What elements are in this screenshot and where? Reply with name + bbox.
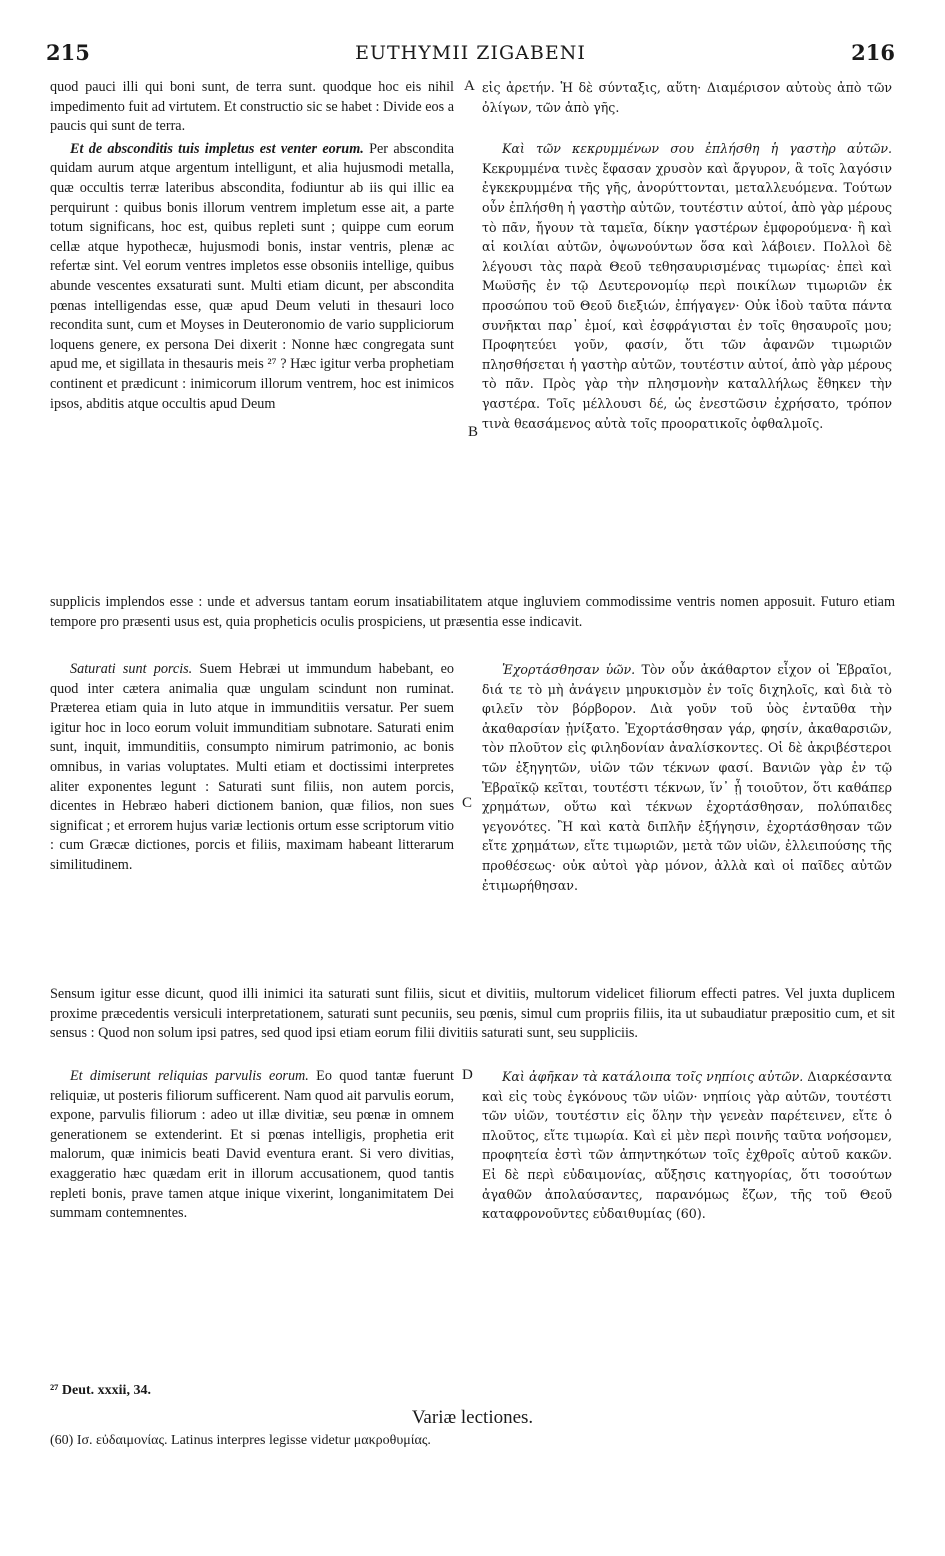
latin-paragraph: Et dimiserunt reliquias parvulis eorum. Eo quod tantæ fuerunt reliquiæ, ut posteris filiorum sufficerent. Nam quod ait parvulis eorum, expone, parvulis filiorum : adeo ut illæ divitiæ, seu pœnæ in omnem generationem se extenderint. Et si pœnas intelligis, prophetia erit malorum, quæ inimicis beati David eventura erant. Si vero divitias, exaggeratio hæc quædam erit in illorum accusationem, quod tantis repleti bonis, prave tamen atque inique vixerint, longanimitatem Dei summam contemnentes. <box>50 1068 454 1222</box>
greek-paragraph: Καὶ τῶν κεκρυμμένων σου ἐπλήσθη ἡ γαστὴρ αὐτῶν. Κεκρυμμένα τινὲς ἔφασαν χρυσὸν καὶ ἄργυρον, ἃ τοῖς λαγόσιν ἐγκεκρυμμένα τῆς γῆς, ἀνορύττονται, μεταλλευόμενα. Τούτων οὖν ἐπλήσθη ἡ γαστὴρ αὐτῶν, τουτέστιν αὐτοί, ἀπὸ γὰρ μέρους τὸ πᾶν, ἤγουν τὰ ταμεῖα, δίκην γαστέρων ἐμφορούμενα· ἢ καὶ αἱ κοιλίαι αὐτῶν, ὀψωνούντων ὅσα καὶ λάβοιεν. Πολλοὶ δὲ λέγουσι τὰς παρὰ Θεοῦ τεθησαυρισμένας τιμωρίας· ἐπεὶ καὶ Μωϋσῆς ἐν τῷ Δευτερονομίῳ περὶ ποικίλων τιμωριῶν ἐκ προσώπου τοῦ Θεοῦ διεξιών, ἐπήγαγεν· Οὐκ ἰδοὺ ταῦτα πάντα συνῆκται παρ᾽ ἐμοί, καὶ ἐσφράγισται ἐν τοῖς θησαυροῖς μου; Προφητεύει γοῦν, φασίν, ὅτι τῶν ἀφανῶν τιμωριῶν πλησθήσεται ἡ γαστὴρ αὐτῶν, τουτέστιν αὐτοί, ἀπὸ γὰρ μέρους τὸ πᾶν. Πρὸς γὰρ τὴν πλησμονὴν καταλλήλως ἔθηκεν τὴν γαστέρα. Τοῖς μέλλουσι δέ, ὡς ἐνεστῶσιν ἐχρήσατο, τρόπον τινὰ θεασάμενος αὐτὰ τοῖς προορατικοῖς ὀφθαλμοῖς. <box>482 141 892 431</box>
latin-paragraph: Saturati sunt porcis. Suem Hebræi ut immundum habebant, eo quod inter cætera animalia quæ ungulam scindunt non ruminat. Præterea etiam quia in luto atque in immunditiis versatur. Per suem igitur hoc in loco eorum voluit immunditiam subnotare. Saturati enim sunt, inquit, immunditiis, consumpto nimirum patrimonio, ac bonis omnibus, in varias voluptates. Multi etiam et doctissimi interpretes aliter exponentes legunt : Saturati sunt filiis, non autem porcis, dicentes in Hebræo haberi dictionem banion, quæ filios, non sues significat ; et errorem hujus variæ lectionis ortum esse scriptorum vitio : cum Græcæ dictiones, porcis et filiis, maximam habeant litterarum similitudinem. <box>50 661 455 873</box>
greek-column-upper <box>482 78 892 578</box>
greek-paragraph: Ἐχορτάσθησαν ὑῶν. Τὸν οὖν ἀκάθαρτον εἶχον οἱ Ἑβραῖοι, διά τε τὸ μὴ ἀνάγειν μηρυκισμὸν ἐν τοῖς διχηλοῖς, καὶ διὰ τὸ φιλεῖν τὸν βόρβορον. Διὰ γοῦν τοῦ ὑὸς ἐνταῦθα τὴν ἀκαθαρσίαν ᾐνίξατο. Ἐχορτάσθησαν γάρ, φησίν, ἀκαθαρσιῶν, τὸν πλοῦτον εἰς φιληδονίαν ἀναλίσκοντες. Οἱ δὲ ἀκριβέστεροι τῶν ἐξηγητῶν, υἱῶν τῶν τέκνων φασί. Βανιῶν γὰρ ἐν τῷ Ἑβραϊκῷ κεῖται, τουτέστι τέκνων, ἵν᾽ ᾖ τοιοῦτον, ὅτι καθάπερ χρημάτων, οὕτω καὶ τέκνων ἐχορτάσθησαν, πολύπαιδες γεγονότες. Ἢ καὶ κατὰ διπλῆν ἐξήγησιν, ἐχορτάσθησαν τῶν εἴτε χρημάτων, εἴτε τιμωριῶν, μετὰ τῶν υἱῶν, ἐλλειπούσης τῆς προθέσεως· οὐκ αὐτοὶ γὰρ μόνον, ἀλλὰ καὶ οἱ παῖδες αὐτῶν ἐτιμωρήθησαν. <box>482 662 892 893</box>
greek-lemma: Καὶ τῶν κεκρυμμένων σου ἐπλήσθη ἡ γαστὴρ αὐτῶν. <box>502 141 892 157</box>
page-number-left: 215 <box>46 40 90 65</box>
greek-paragraph: Καὶ ἀφῆκαν τὰ κατάλοιπα τοῖς νηπίοις αὐτῶν. Διαρκέσαντα καὶ εἰς τοὺς ἐγκόνους τῶν υἱῶν· νηπίοις γὰρ αὐτῶν, τουτέστι τῶν υἱῶν, τουτέστιν εἰς ὅλην τὴν γενεὰν παρέτεινεν, εἴτε ὁ πλοῦτος, εἴτε τιμωρία. Καὶ εἰ μὲν περὶ ποινῆς ταῦτα νοήσομεν, προφητεία ἐστὶ τῶν ἀπηντηκότων τοῖς ἐχθροῖς αὐτοῦ κακῶν. Εἰ δὲ περὶ εὐδαιμονίας, αὔξησις κατηγορίας, ὅτι τοσούτων ἀγαθῶν ἀπολαύσαντες, παρανόμως ἔζων, τῆς τοῦ Θεοῦ καταφρονοῦντες εὐδαιθυμίας (60). <box>482 1069 892 1222</box>
greek-column-middle <box>482 660 892 990</box>
running-title: EUTHYMII ZIGABENI <box>355 42 586 64</box>
page-number-right: 216 <box>851 40 895 65</box>
section-marker-c: C <box>462 795 473 811</box>
latin-column-lower <box>50 1067 454 1367</box>
variae-lectiones-title: Variæ lectiones. <box>411 1407 534 1428</box>
latin-column-upper <box>50 78 454 608</box>
section-marker-b: B <box>468 424 479 440</box>
greek-lemma: Ἐχορτάσθησαν ὑῶν. <box>502 662 636 677</box>
latin-column-middle <box>50 660 454 990</box>
variae-lectiones-text: (60) Ισ. εὐδαιμονίας. Latinus interpres legisse videtur μακροθυμίας. <box>50 1433 431 1448</box>
latin-lemma: Et de absconditis tuis impletus est venter eorum. <box>70 140 364 157</box>
latin-lemma: Saturati sunt porcis. <box>70 661 193 677</box>
latin-lemma: Et dimiserunt reliquias parvulis eorum. <box>70 1068 309 1084</box>
section-marker-a: A <box>464 78 475 94</box>
latin-paragraph: quod pauci illi qui boni sunt, de terra sunt. quodque hoc eis nihil impedimento fuit ad virtutem. Et constructio sic se habet : Divide eos a paucis qui sunt de terra. <box>50 79 454 135</box>
running-header <box>46 40 895 66</box>
footnote: ²⁷ Deut. xxxii, 34. <box>50 1383 151 1398</box>
section-marker-d: D <box>462 1067 473 1083</box>
latin-paragraph: Et de absconditis tuis impletus est venter eorum. Per abscondita quidam aurum atque argentum intelligunt, et alia hujusmodi metalla, quæ occultis terræ lateribus abscondita, fodiuntur ab iis qui illic ea perquirunt : quibus bonis illorum ventrem impletum esse ait, a parte totum significans, hoc est, quibus repleti sunt ; quippe cum eorum cellæ atque hypothecæ, hujusmodi bonis, instar ventris, plenæ ac refertæ sint. Vel eorum ventres impletos esse obsoniis intellige, quibus abunde vescentes exsaturati sunt. Multi etiam dicunt, per abscondita pœnas intelligendas esse, quæ apud Deum veluti in thesauri loco recondita sunt, cum et Moyses in Deuteronomio de vario suppliciorum loquens genere, ex persona Dei dixerit : Nonne hæc congregata sunt apud me, et sigillata in thesauris meis ²⁷ ? Hæc igitur verba prophetiam continent et prædicunt : inimicorum illorum ventrem, hoc est inimicos ipsos, abditis atque occultis apud Deum <box>50 140 455 412</box>
full-width-passage: Sensum igitur esse dicunt, quod illi inimici ita saturati sunt filiis, sicut et divitiis, multorum videlicet filiorum effecti patres. Vel juxta duplicem proxime præcedentis versiculi interpretationem, saturati sunt pecuniis, seu pœnis, simul cum propriis filiis, ita ut subaudiatur præpositio cum, et sit sensus : Quod non solum ipsi patres, sed quod ipsi etiam eorum filii divitiis saturati sunt, seu suppliciis. <box>50 986 896 1042</box>
greek-lemma: Καὶ ἀφῆκαν τὰ κατάλοιπα τοῖς νηπίοις αὐτῶν. <box>502 1069 804 1084</box>
greek-column-lower <box>482 1067 892 1367</box>
greek-paragraph: εἰς ἀρετήν. Ἡ δὲ σύνταξις, αὕτη· Διαμέρισον αὐτοὺς ἀπὸ τῶν ὀλίγων, τῶν ἀπὸ γῆς. <box>482 80 892 115</box>
full-width-passage: supplicis implendos esse : unde et adversus tantam eorum insatiabilitatem atque ingluviem commodissime ventris nomen apposuit. Futuro etiam tempore pro præsenti usus est, quia propheticis oculis prospiciens, ut præsentia esse indicavit. <box>50 594 895 630</box>
